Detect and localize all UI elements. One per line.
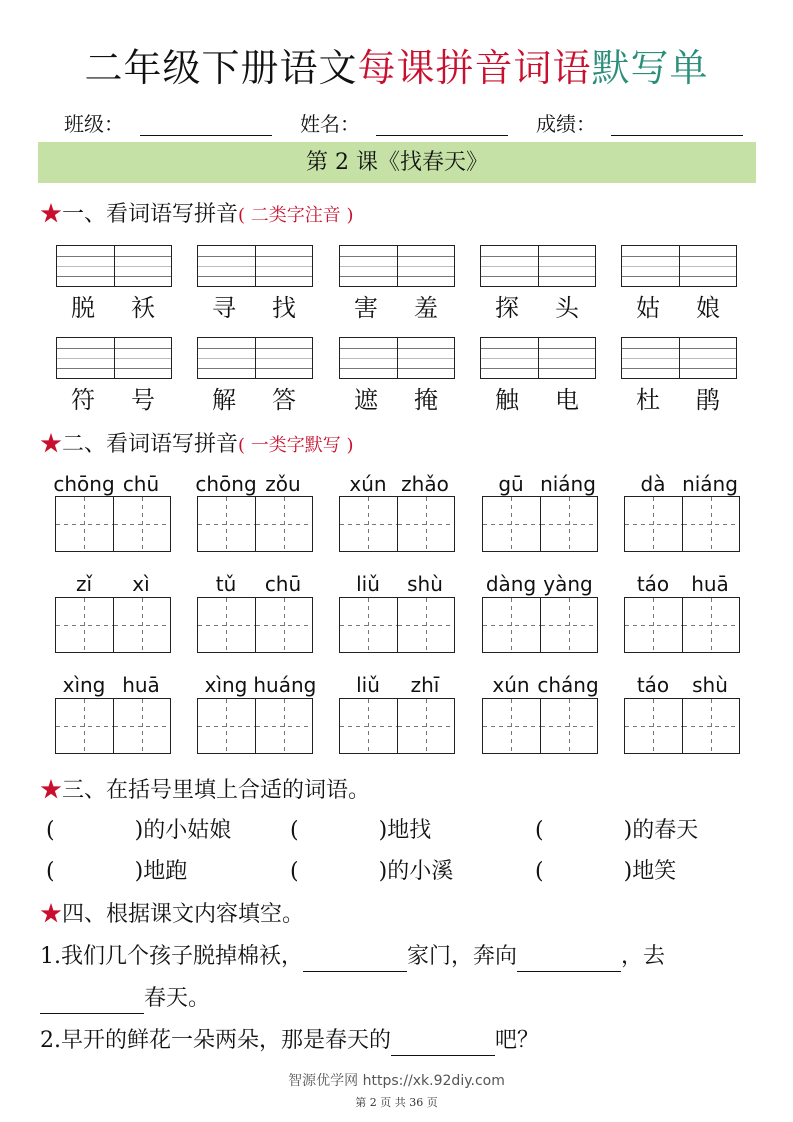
character-writing-grid[interactable] bbox=[55, 698, 171, 754]
close-paren: ) bbox=[378, 859, 388, 884]
q1-text-c: ，去 bbox=[621, 944, 666, 969]
character-writing-grid[interactable] bbox=[197, 698, 313, 754]
pinyin-writing-box[interactable] bbox=[197, 245, 313, 287]
pinyin-label bbox=[55, 471, 185, 497]
vocab-character: 寻 bbox=[212, 294, 236, 322]
vocab-character: 害 bbox=[354, 294, 378, 322]
pinyin-syllable: xì bbox=[132, 572, 150, 596]
character-writing-grid[interactable] bbox=[624, 597, 740, 653]
open-paren: ( bbox=[46, 818, 55, 843]
q1-blank-3[interactable] bbox=[40, 990, 144, 1014]
pinyin-label bbox=[339, 571, 469, 597]
vocab-character: 娘 bbox=[696, 294, 720, 322]
section-3-heading bbox=[40, 776, 370, 806]
pinyin-writing-box[interactable] bbox=[480, 337, 596, 379]
fill-blank-text: 的春天 bbox=[632, 818, 699, 843]
section-2-title: 二、看词语写拼音 bbox=[62, 432, 239, 457]
pinyin-label bbox=[197, 571, 327, 597]
pinyin-syllable: dà bbox=[640, 472, 666, 496]
pinyin-syllable: yàng bbox=[543, 572, 593, 596]
vocab-character: 鹃 bbox=[696, 386, 720, 414]
pinyin-writing-box[interactable] bbox=[621, 245, 737, 287]
character-writing-grid[interactable] bbox=[339, 496, 455, 552]
pinyin-syllable: niáng bbox=[540, 472, 596, 496]
pinyin-syllable: shù bbox=[692, 673, 728, 697]
open-paren: ( bbox=[535, 859, 544, 884]
open-paren: ( bbox=[46, 859, 55, 884]
pinyin-label bbox=[55, 672, 185, 698]
pinyin-syllable: niáng bbox=[682, 472, 738, 496]
section-1-note: ( 二类字注音 ) bbox=[238, 205, 354, 226]
vocab-character: 解 bbox=[212, 386, 236, 414]
pinyin-label bbox=[482, 471, 612, 497]
question-1-line-2 bbox=[40, 984, 210, 1014]
star-icon: ★ bbox=[40, 202, 63, 227]
q2-text-a: 2.早开的鲜花一朵两朵，那是春天的 bbox=[40, 1028, 391, 1053]
student-info-row bbox=[64, 108, 754, 140]
vocab-character: 探 bbox=[495, 294, 519, 322]
close-paren: ) bbox=[623, 859, 633, 884]
q1-text-b: 家门，奔向 bbox=[407, 944, 518, 969]
section-4-title: 四、根据课文内容填空。 bbox=[62, 902, 305, 927]
name-field[interactable] bbox=[376, 135, 508, 136]
fill-blank-item bbox=[46, 857, 187, 887]
pinyin-writing-box[interactable] bbox=[56, 337, 172, 379]
vocab-character: 找 bbox=[272, 294, 296, 322]
pinyin-syllable: zǐ bbox=[75, 572, 93, 596]
pinyin-writing-box[interactable] bbox=[56, 245, 172, 287]
section-4-heading bbox=[40, 900, 304, 930]
pinyin-label bbox=[197, 471, 327, 497]
pinyin-syllable: chū bbox=[264, 572, 302, 596]
class-label: 班级： bbox=[64, 112, 124, 136]
fill-blank-item bbox=[535, 816, 698, 846]
pinyin-writing-box[interactable] bbox=[621, 337, 737, 379]
pinyin-label bbox=[482, 672, 612, 698]
fill-blank-text: 的小姑娘 bbox=[143, 818, 232, 843]
page-title bbox=[0, 44, 793, 92]
pinyin-writing-box[interactable] bbox=[339, 337, 455, 379]
pinyin-syllable: shù bbox=[407, 572, 443, 596]
pinyin-syllable: xìng bbox=[204, 673, 248, 697]
fill-blank-item bbox=[290, 857, 453, 887]
pinyin-label bbox=[482, 571, 612, 597]
pinyin-writing-box[interactable] bbox=[197, 337, 313, 379]
close-paren: ) bbox=[378, 818, 388, 843]
fill-blank-text: 地找 bbox=[387, 818, 432, 843]
section-2-heading bbox=[40, 430, 354, 461]
fill-blank-item bbox=[535, 857, 676, 887]
lesson-banner: 第 2 课《找春天》 bbox=[38, 142, 756, 183]
score-field[interactable] bbox=[611, 135, 743, 136]
score-label: 成绩： bbox=[536, 112, 596, 136]
pinyin-label bbox=[197, 672, 327, 698]
pinyin-syllable: huā bbox=[691, 572, 729, 596]
pinyin-writing-box[interactable] bbox=[480, 245, 596, 287]
q2-blank[interactable] bbox=[391, 1032, 495, 1056]
pinyin-syllable: zhī bbox=[410, 673, 440, 697]
pinyin-syllable: liǔ bbox=[356, 673, 380, 697]
pinyin-syllable: táo bbox=[636, 572, 670, 596]
star-icon: ★ bbox=[40, 778, 63, 803]
q1-blank-1[interactable] bbox=[303, 948, 407, 972]
character-writing-grid[interactable] bbox=[197, 496, 313, 552]
pinyin-syllable: huā bbox=[122, 673, 160, 697]
pinyin-syllable: dàng bbox=[485, 572, 537, 596]
open-paren: ( bbox=[535, 818, 544, 843]
pinyin-syllable: cháng bbox=[537, 673, 599, 697]
vocab-character: 姑 bbox=[636, 294, 660, 322]
vocab-character: 脱 bbox=[71, 294, 95, 322]
q1-text-d: 春天。 bbox=[144, 986, 211, 1011]
vocab-character: 符 bbox=[71, 386, 95, 414]
question-1-line-1 bbox=[40, 942, 665, 972]
fill-blank-text: 的小溪 bbox=[387, 859, 454, 884]
q1-blank-2[interactable] bbox=[517, 948, 621, 972]
pinyin-syllable: gū bbox=[498, 472, 524, 496]
pinyin-writing-box[interactable] bbox=[339, 245, 455, 287]
pinyin-label bbox=[624, 672, 754, 698]
close-paren: ) bbox=[623, 818, 633, 843]
pinyin-syllable: liǔ bbox=[356, 572, 380, 596]
fill-blank-text: 地笑 bbox=[632, 859, 677, 884]
pinyin-syllable: zhǎo bbox=[401, 472, 449, 496]
pinyin-label bbox=[624, 571, 754, 597]
pinyin-syllable: chōng bbox=[195, 472, 257, 496]
title-part-2: 每课拼音词语 bbox=[357, 46, 592, 90]
pinyin-label bbox=[624, 471, 754, 497]
character-writing-grid[interactable] bbox=[339, 597, 455, 653]
pinyin-syllable: táo bbox=[636, 673, 670, 697]
fill-blank-text: 地跑 bbox=[143, 859, 188, 884]
vocab-character: 头 bbox=[555, 294, 579, 322]
footer-site: 智源优学网 https://xk.92diy.com bbox=[288, 1073, 505, 1089]
star-icon: ★ bbox=[40, 432, 63, 457]
pinyin-syllable: chōng bbox=[53, 472, 115, 496]
name-label: 姓名： bbox=[300, 112, 360, 136]
pinyin-syllable: xún bbox=[492, 673, 530, 697]
pinyin-syllable: chū bbox=[122, 472, 160, 496]
pinyin-syllable: zǒu bbox=[265, 472, 301, 496]
vocab-character: 电 bbox=[555, 386, 579, 414]
q1-text-a: 1.我们几个孩子脱掉棉袄， bbox=[40, 944, 303, 969]
close-paren: ) bbox=[134, 859, 144, 884]
star-icon: ★ bbox=[40, 902, 63, 927]
character-writing-grid[interactable] bbox=[55, 496, 171, 552]
pinyin-label bbox=[55, 571, 185, 597]
fill-blank-item bbox=[290, 816, 431, 846]
vocab-character: 遮 bbox=[354, 386, 378, 414]
character-writing-grid[interactable] bbox=[197, 597, 313, 653]
pinyin-syllable: xún bbox=[349, 472, 387, 496]
pinyin-syllable: huáng bbox=[253, 673, 317, 697]
question-2 bbox=[40, 1026, 539, 1056]
page-number: 第 2 页 共 36 页 bbox=[355, 1096, 438, 1109]
vocab-character: 羞 bbox=[414, 294, 438, 322]
character-writing-grid[interactable] bbox=[55, 597, 171, 653]
pinyin-syllable: xìng bbox=[62, 673, 106, 697]
section-3-title: 三、在括号里填上合适的词语。 bbox=[62, 778, 371, 803]
character-writing-grid[interactable] bbox=[339, 698, 455, 754]
fill-blank-item bbox=[46, 816, 231, 846]
open-paren: ( bbox=[290, 818, 299, 843]
title-part-3: 默写单 bbox=[591, 46, 709, 90]
open-paren: ( bbox=[290, 859, 299, 884]
vocab-character: 杜 bbox=[636, 386, 660, 414]
section-1-title: 一、看词语写拼音 bbox=[62, 202, 239, 227]
q2-text-b: 吧？ bbox=[495, 1028, 540, 1053]
pinyin-syllable: tǔ bbox=[215, 572, 237, 596]
vocab-character: 答 bbox=[272, 386, 296, 414]
section-2-note: ( 一类字默写 ) bbox=[238, 435, 354, 456]
vocab-character: 掩 bbox=[414, 386, 438, 414]
class-field[interactable] bbox=[140, 135, 272, 136]
vocab-character: 触 bbox=[495, 386, 519, 414]
pinyin-label bbox=[339, 471, 469, 497]
pinyin-label bbox=[339, 672, 469, 698]
vocab-character: 号 bbox=[131, 386, 155, 414]
title-part-1: 二年级下册语文 bbox=[84, 46, 358, 90]
close-paren: ) bbox=[134, 818, 144, 843]
character-writing-grid[interactable] bbox=[624, 496, 740, 552]
character-writing-grid[interactable] bbox=[482, 698, 598, 754]
character-writing-grid[interactable] bbox=[482, 496, 598, 552]
vocab-character: 袄 bbox=[131, 294, 155, 322]
section-1-heading bbox=[40, 200, 354, 231]
character-writing-grid[interactable] bbox=[624, 698, 740, 754]
character-writing-grid[interactable] bbox=[482, 597, 598, 653]
